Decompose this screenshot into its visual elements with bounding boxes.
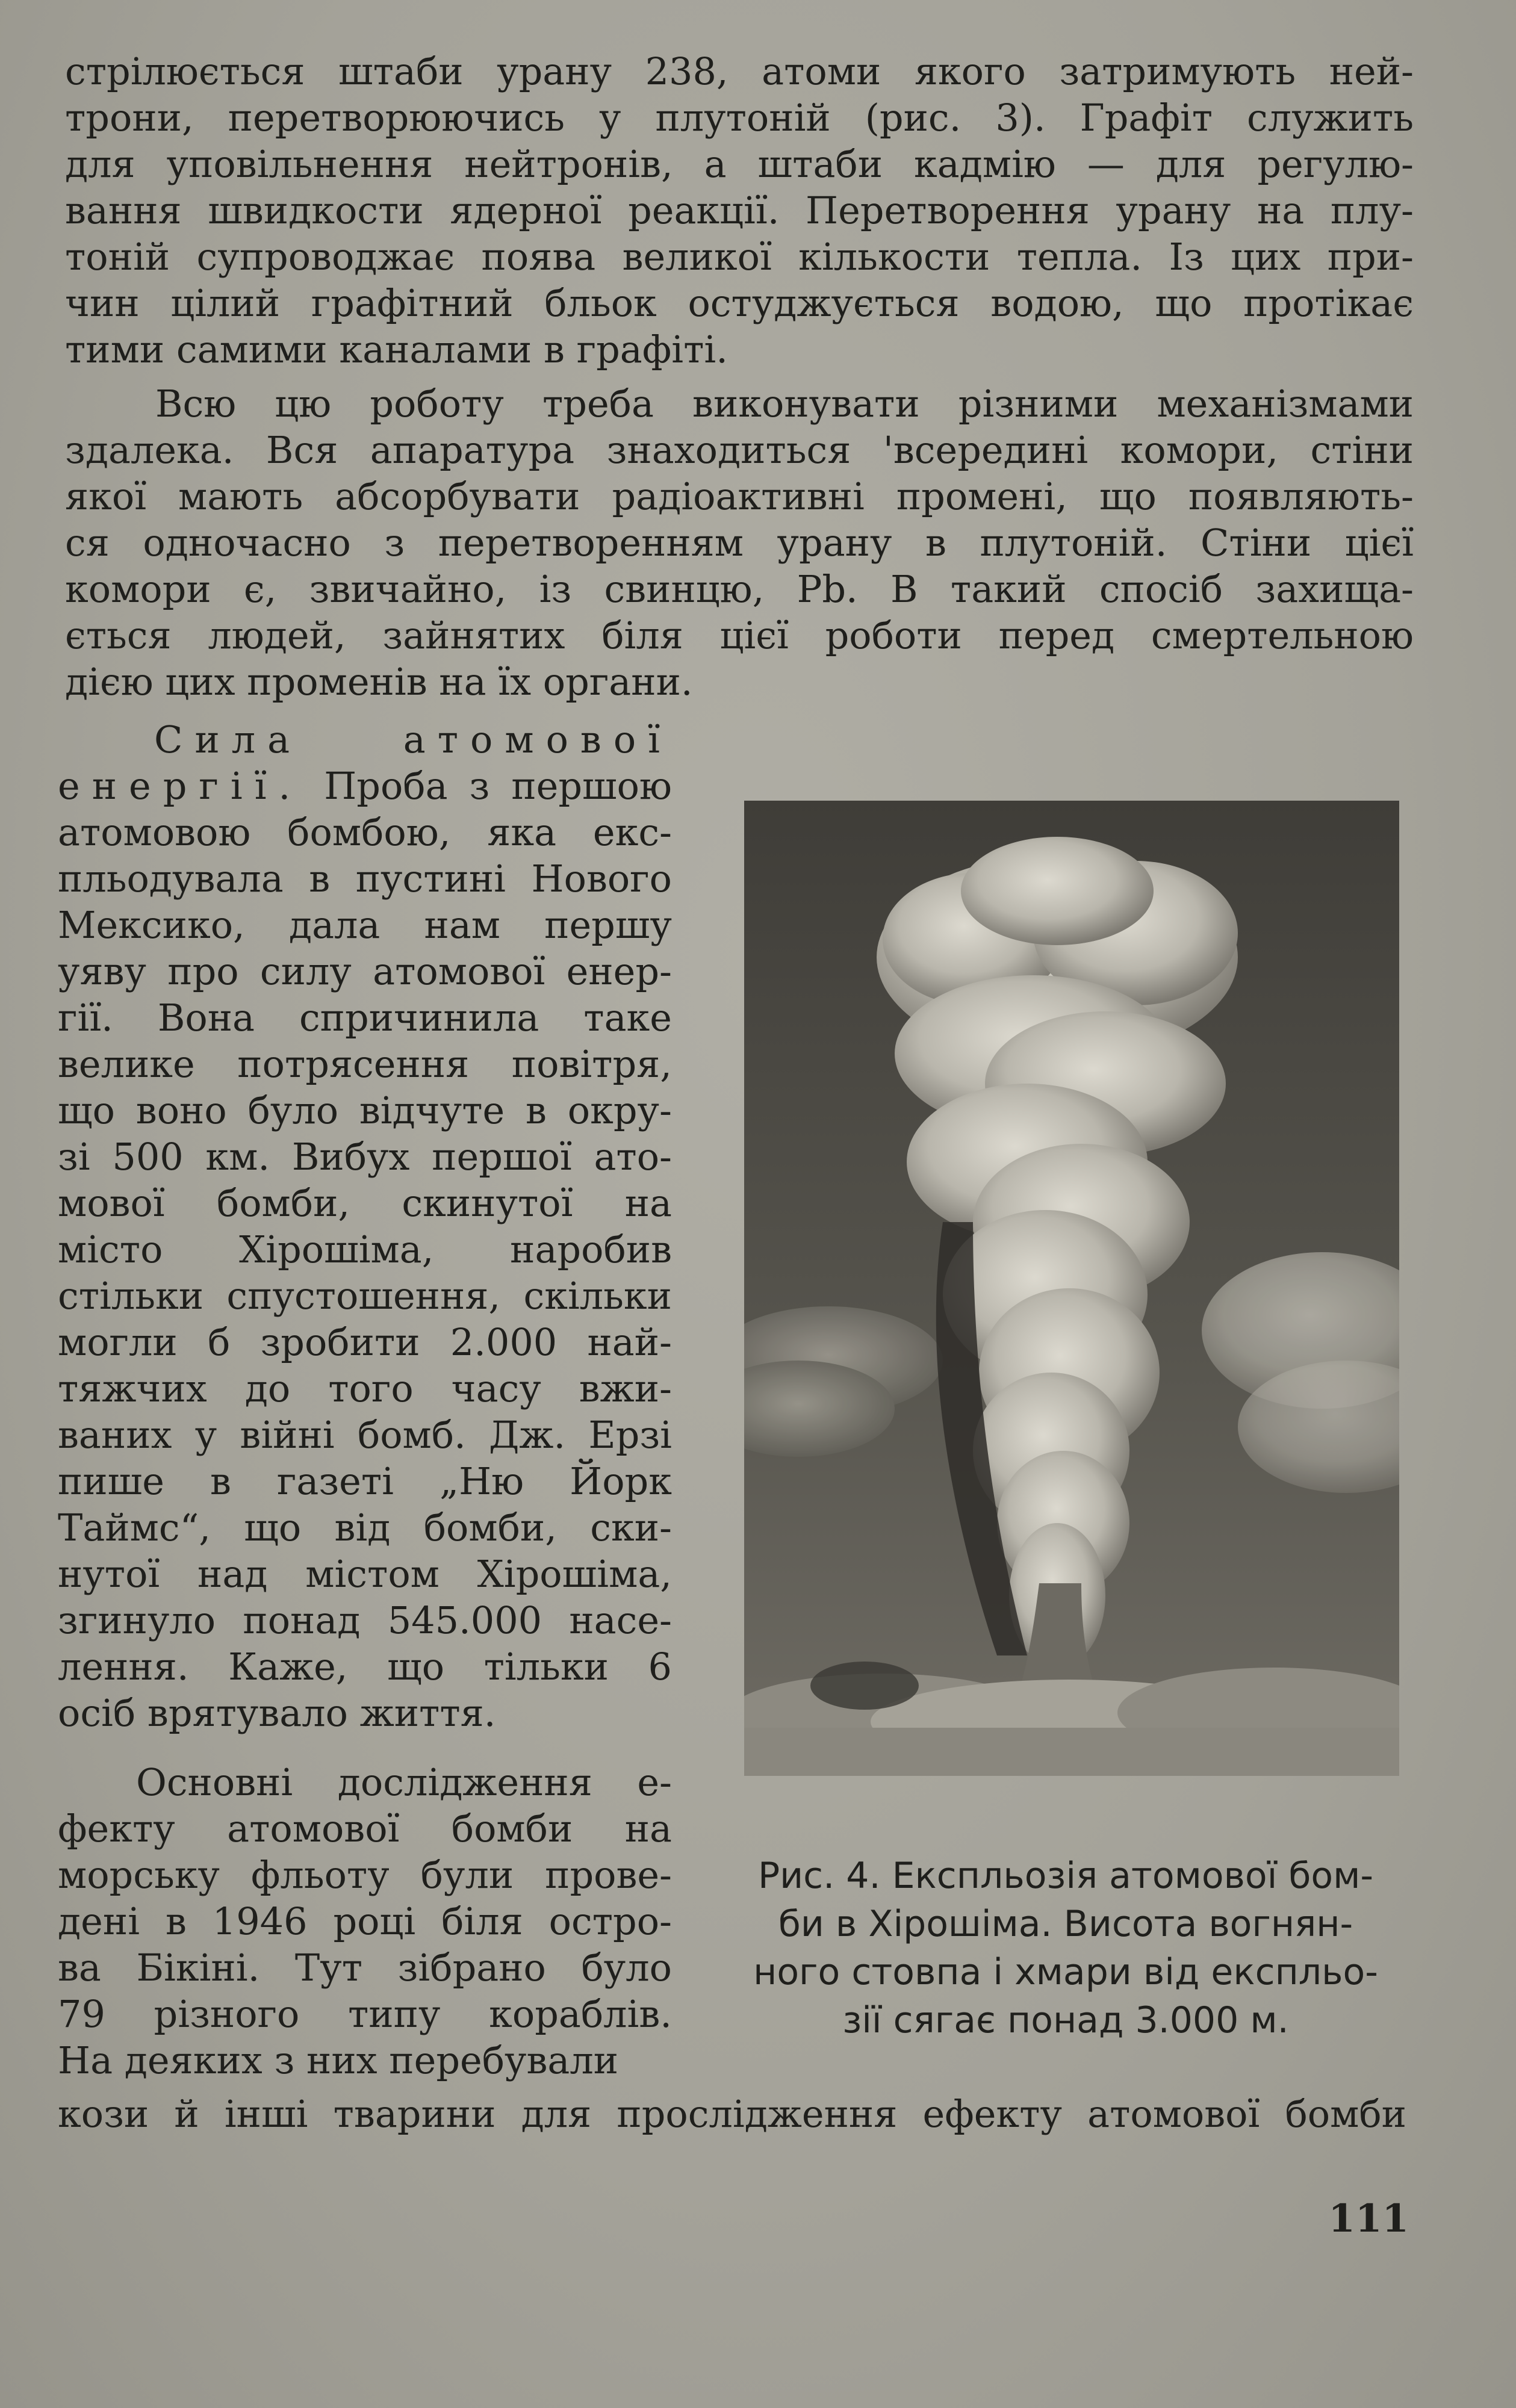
text-line: дені в 1946 році біля остро- (58, 1899, 672, 1943)
caption-line: Рис. 4. Експльозія атомової бом- (758, 1855, 1373, 1897)
paragraph-bikini-tests (58, 1759, 672, 2084)
paragraph-uranium-plutonium (65, 48, 1414, 373)
caption-line: ного стовпа і хмари від експльо- (753, 1951, 1378, 1993)
section-heading-line2: енергії. (58, 764, 303, 808)
text-line: здалека. Вся апаратура знаходиться 'всередині комори, стіни (65, 428, 1414, 472)
text-line: уяву про силу атомової енер- (58, 949, 672, 993)
paragraph-lead-chamber (65, 380, 1414, 705)
text-line: ваних у війні бомб. Дж. Ерзі (58, 1413, 672, 1457)
text-line: Всю цю роботу треба виконувати різними механізмами (155, 382, 1414, 426)
text-line: стільки спустошення, скільки (58, 1274, 672, 1318)
figure-caption (719, 1852, 1412, 2044)
explosion-photo (744, 801, 1399, 1776)
text-line: тими самими каналами в графіті. (65, 327, 728, 371)
text-line: зі 500 км. Вибух першої ато- (58, 1135, 672, 1179)
text-line: ється людей, зайнятих біля цієї роботи перед смертельною (65, 613, 1414, 657)
text-line: 79 різного типу кораблів. (58, 1992, 672, 2036)
caption-line: би в Хірошіма. Висота вогнян- (778, 1903, 1353, 1945)
text-line: ва Бікіні. Тут зібрано було (58, 1946, 672, 1990)
section-heading-line1: Сила атомової (154, 718, 672, 762)
text-line: вання швидкости ядерної реакції. Перетворення урану на плу- (65, 188, 1414, 232)
text-line: для уповільнення нейтронів, а штаби кадмію — для регулю- (65, 142, 1414, 186)
text-line: якої мають абсорбувати радіоактивні промені, що появляють- (65, 474, 1414, 518)
text-line: осіб врятувало життя. (58, 1691, 496, 1735)
text-line: Мексико, дала нам першу (58, 903, 672, 947)
mushroom-cloud-illustration (744, 801, 1399, 1776)
text-line: мової бомби, скинутої на (58, 1181, 672, 1225)
text-line: тяжчих до того часу вжи- (58, 1367, 672, 1410)
text-line: тоній супроводжає поява великої кількости тепла. Із цих при- (65, 235, 1414, 279)
text-line: атомовою бомбою, яка екс- (58, 810, 672, 854)
text-line: морську фльоту були прове- (58, 1853, 672, 1897)
text-line: трони, перетворюючись у плутоній (рис. 3). Графіт служить (65, 96, 1414, 140)
text-fragment: Проба з першою (324, 764, 672, 808)
text-line: Основні дослідження е- (136, 1760, 672, 1804)
caption-line: зії сягає понад 3.000 м. (842, 1999, 1289, 2041)
text-line: пише в газеті „Ню Йорк (58, 1459, 672, 1503)
text-line: лення. Каже, що тільки 6 (58, 1645, 672, 1689)
text-line: що воно було відчуте в окру- (58, 1088, 672, 1132)
text-line: фекту атомової бомби на (58, 1807, 672, 1851)
text-line (58, 763, 672, 809)
text-line: стрілюється штаби урану 238, атоми якого затримують ней- (65, 49, 1414, 93)
text-line: місто Хірошіма, наробив (58, 1227, 672, 1271)
text-line: згинуло понад 545.000 насе- (58, 1598, 672, 1642)
text-line: дією цих променів на їх органи. (65, 660, 693, 704)
text-line: нутої над містом Хірошіма, (58, 1552, 672, 1596)
text-line: гії. Вона спричинила таке (58, 996, 672, 1040)
text-line: ся одночасно з перетворенням урану в плутоній. Стіни цієї (65, 521, 1414, 565)
page-number: 111 (1328, 2196, 1409, 2241)
section-heading (58, 716, 672, 763)
text-line: Таймс“, що від бомби, ски- (58, 1506, 672, 1550)
text-line: комори є, звичайно, із свинцю, Pb. В такий спосіб захища- (65, 567, 1414, 611)
paragraph-continuation (58, 2091, 1406, 2137)
text-line: пльодувала в пустині Нового (58, 857, 672, 901)
text-line: велике потрясення повітря, (58, 1042, 672, 1086)
text-line: кози й інші тварини для прослідження ефекту атомової бомби (58, 2092, 1406, 2136)
paragraph-atomic-energy-power (58, 716, 672, 1736)
text-line: На деяких з них перебували (58, 2038, 619, 2082)
text-line: могли б зробити 2.000 най- (58, 1320, 672, 1364)
text-line: чин цілий графітний бльок остуджується водою, що протікає (65, 281, 1414, 325)
